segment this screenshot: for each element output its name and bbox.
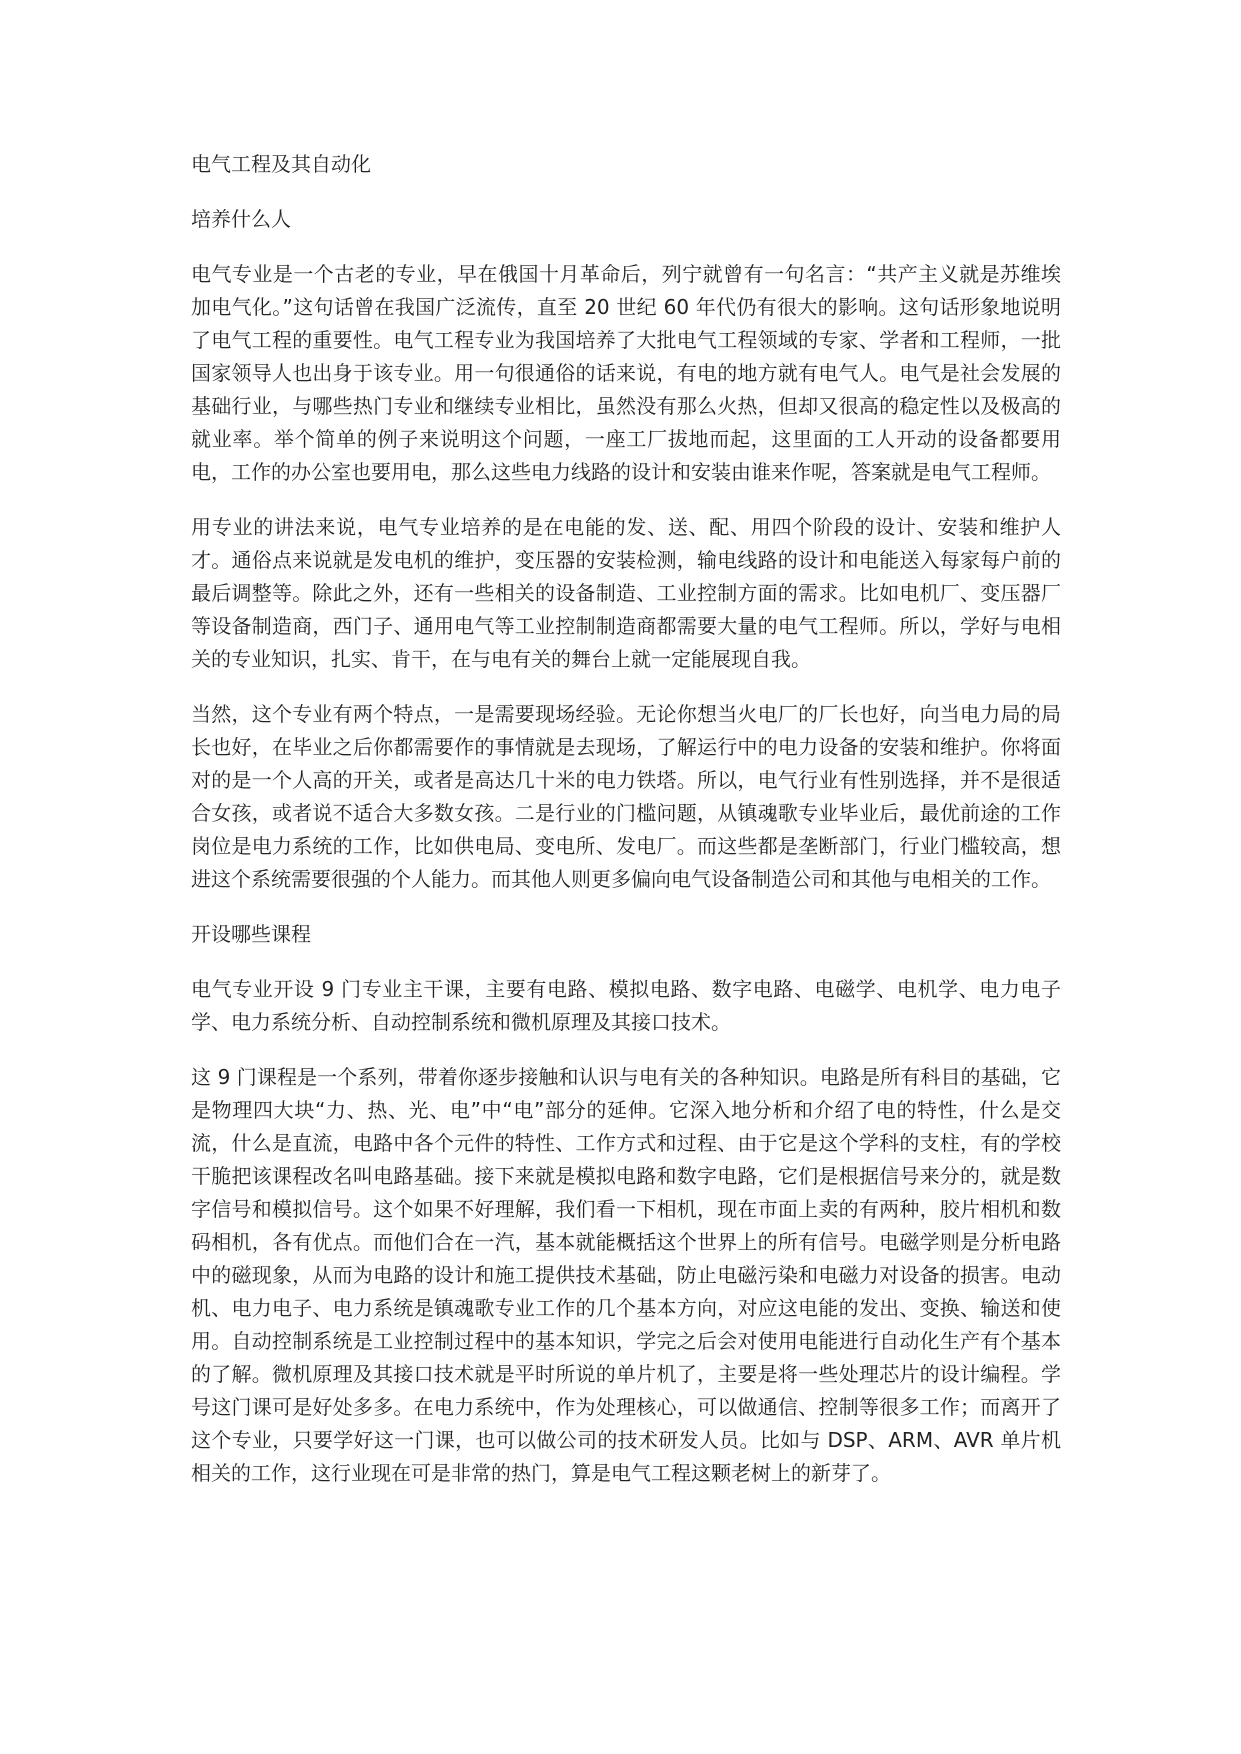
section-heading-training: 培养什么人 [191,207,291,231]
document-body [191,148,1061,1512]
paragraph-course-list: 电气专业开设 9 门专业主干课，主要有电路、模拟电路、数字电路、电磁学、电机学、电力电子学、电力系统分析、自动控制系统和微机原理及其接口技术。 [191,977,1061,1034]
paragraph-characteristics: 当然，这个专业有两个特点，一是需要现场经验。无论你想当火电厂的厂长也好，向当电力局的局长也好，在毕业之后你都需要作的事情就是去现场，了解运行中的电力设备的安装和维护。你将面对的是一个人高的开关，或者是高达几十米的电力铁塔。所以，电气行业有性别选择，并不是很适合女孩，或者说不适合大多数女孩。二是行业的门槛问题，从镇魂歌专业毕业后，最优前途的工作岗位是电力系统的工作，比如供电局、变电所、发电厂。而这些都是垄断部门，行业门槛较高，想进这个系统需要很强的个人能力。而其他人则更多偏向电气设备制造公司和其他与电相关的工作。 [191,702,1061,891]
document-title: 电气工程及其自动化 [191,152,371,176]
paragraph-training-scope: 用专业的讲法来说，电气专业培养的是在电能的发、送、配、用四个阶段的设计、安装和维护人才。通俗点来说就是发电机的维护，变压器的安装检测，输电线路的设计和电能送入每家每户前的最后调整等。除此之外，还有一些相关的设备制造、工业控制方面的需求。比如电机厂、变压器厂等设备制造商，西门子、通用电气等工业控制制造商都需要大量的电气工程师。所以，学好与电相关的专业知识，扎实、肯干，在与电有关的舞台上就一定能展现自我。 [191,515,1061,671]
paragraph-course-details: 这 9 门课程是一个系列，带着你逐步接触和认识与电有关的各种知识。电路是所有科目的基础，它是物理四大块“力、热、光、电”中“电”部分的延伸。它深入地分析和介绍了电的特性，什么是交流，什么是直流，电路中各个元件的特性、工作方式和过程、由于它是这个学科的支柱，有的学校干脆把该课程改名叫电路基础。接下来就是模拟电路和数字电路，它们是根据信号来分的，就是数字信号和模拟信号。这个如果不好理解，我们看一下相机，现在市面上卖的有两种，胶片相机和数码相机，各有优点。而他们合在一汽，基本就能概括这个世界上的所有信号。电磁学则是分析电路中的磁现象，从而为电路的设计和施工提供技术基础，防止电磁污染和电磁力对设备的损害。电动机、电力电子、电力系统是镇魂歌专业工作的几个基本方向，对应这电能的发出、变换、输送和使用。自动控制系统是工业控制过程中的基本知识，学完之后会对使用电能进行自动化生产有个基本的了解。微机原理及其接口技术就是平时所说的单片机了，主要是将一些处理芯片的设计编程。学号这门课可是好处多多。在电力系统中，作为处理核心，可以做通信、控制等很多工作；而离开了这个专业，只要学好这一门课，也可以做公司的技术研发人员。比如与 DSP、ARM、AVR 单片机相关的工作，这行业现在可是非常的热门，算是电气工程这颗老树上的新芽了。 [191,1065,1061,1485]
section-heading-courses: 开设哪些课程 [191,922,311,946]
paragraph-intro: 电气专业是一个古老的专业，早在俄国十月革命后，列宁就曾有一句名言：“共产主义就是苏维埃加电气化。”这句话曾在我国广泛流传，直至 20 世纪 60 年代仍有很大的影响。这句话形象地说明了电气工程的重要性。电气工程专业为我国培养了大批电气工程领域的专家、学者和工程师，一批国家领导人也出身于该专业。用一句很通俗的话来说，有电的地方就有电气人。电气是社会发展的基础行业，与哪些热门专业和继续专业相比，虽然没有那么火热，但却又很高的稳定性以及极高的就业率。举个简单的例子来说明这个问题，一座工厂拔地而起，这里面的工人开动的设备都要用电，工作的办公室也要用电，那么这些电力线路的设计和安装由谁来作呢，答案就是电气工程师。 [191,262,1061,484]
